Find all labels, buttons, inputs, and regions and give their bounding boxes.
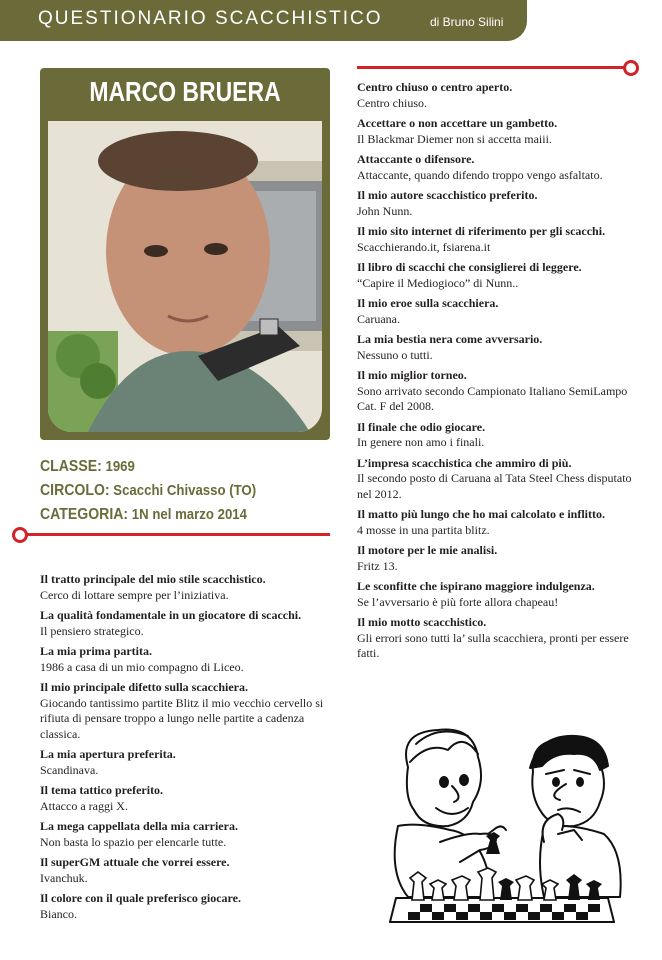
qa-question: Accettare o non accettare un gambetto.	[357, 116, 558, 130]
qa-answer: “Capire il Mediogioco” di Nunn..	[357, 275, 519, 290]
circolo-label: CIRCOLO:	[40, 482, 110, 499]
qa-item	[357, 507, 632, 538]
qa-answer: Non basta lo spazio per elencarle tutte.	[40, 834, 227, 849]
qa-question: Il superGM attuale che vorrei essere.	[40, 855, 230, 869]
qa-item	[357, 80, 632, 111]
qa-answer: Scacchierando.it, fsiarena.it	[357, 239, 491, 254]
qa-answer: Sono arrivato secondo Campionato Italiano SemiLampo Cat. F del 2008.	[357, 383, 628, 413]
qa-item	[357, 543, 632, 574]
categoria-value: 1N nel marzo 2014	[131, 506, 247, 523]
qa-answer: Attaccante, quando difendo troppo vengo asfaltato.	[357, 167, 603, 182]
player-classe	[40, 458, 135, 476]
qa-item	[357, 368, 632, 415]
qa-answer: 4 mosse in una partita blitz.	[357, 522, 490, 537]
qa-answer: Ivanchuk.	[40, 870, 88, 885]
qa-question: La mia apertura preferita.	[40, 747, 176, 761]
player-photo	[48, 121, 322, 432]
qa-answer: Attacco a raggi X.	[40, 798, 128, 813]
qa-item	[357, 615, 632, 662]
qa-question: La mega cappellata della mia carriera.	[40, 819, 238, 833]
qa-question: Attaccante o difensore.	[357, 152, 475, 166]
qa-question: Il mio miglior torneo.	[357, 368, 467, 382]
qa-answer: Caruana.	[357, 311, 400, 326]
qa-question: L’impresa scacchistica che ammiro di più.	[357, 455, 572, 470]
player-name: MARCO BRUERA	[89, 76, 281, 107]
qa-question: La mia prima partita.	[40, 644, 152, 658]
qa-item	[357, 420, 632, 451]
qa-question: Il mio motto scacchistico.	[357, 615, 487, 629]
qa-question: La mia bestia nera come avversario.	[357, 332, 543, 346]
header-author: di Bruno Silini	[430, 15, 504, 29]
qa-answer: Bianco.	[40, 906, 77, 921]
qa-item	[40, 608, 335, 639]
qa-question: Il colore con il quale preferisco giocare.	[40, 891, 241, 905]
qa-answer: Se l’avversario è più forte allora chapeau!	[357, 594, 559, 609]
qa-answer: John Nunn.	[357, 203, 413, 218]
qa-item	[40, 891, 335, 922]
qa-item	[40, 644, 335, 675]
qa-item	[40, 783, 335, 814]
classe-value: 1969	[105, 458, 135, 475]
qa-answer: Nessuno o tutti.	[357, 347, 433, 362]
qa-question: Le sconfitte che ispirano maggiore indulgenza.	[357, 579, 595, 593]
qa-item	[357, 456, 632, 503]
qa-item	[40, 572, 335, 603]
qa-answer: Il Blackmar Diemer non si accetta maiii.	[357, 131, 552, 146]
qa-item	[357, 188, 632, 219]
qa-question: Il mio eroe sulla scacchiera.	[357, 296, 499, 310]
qa-item	[40, 855, 335, 886]
qa-item	[357, 116, 632, 147]
qa-question: Il finale che odio giocare.	[357, 419, 486, 434]
qa-answer: Il pensiero strategico.	[40, 623, 144, 638]
divider-ring-mid-left	[12, 527, 28, 543]
header-band	[0, 0, 527, 41]
qa-answer: In genere non amo i finali.	[357, 435, 485, 449]
qa-answer: Il secondo posto di Caruana al Tata Steel Chess disputato nel 2012.	[357, 471, 632, 501]
chess-players-cartoon	[368, 722, 630, 932]
qa-item	[40, 819, 335, 850]
qa-question: Il libro di scacchi che consiglierei di leggere.	[357, 260, 582, 274]
divider-mid-left	[24, 533, 330, 536]
player-photo-card	[40, 68, 330, 440]
circolo-value: Scacchi Chivasso (TO)	[113, 482, 257, 499]
qa-item	[357, 332, 632, 363]
qa-item	[357, 579, 632, 610]
qa-question: Il matto più lungo che ho mai calcolato e inflitto.	[357, 507, 605, 521]
qa-question: Il tratto principale del mio stile scacchistico.	[40, 572, 266, 586]
qa-answer: Gli errori sono tutti la’ sulla scacchiera, pronti per essere fatti.	[357, 630, 629, 660]
qa-question: Il motore per le mie analisi.	[357, 543, 498, 557]
divider-top-right	[357, 66, 625, 69]
qa-item	[40, 747, 335, 778]
qa-item	[357, 296, 632, 327]
qa-item	[357, 224, 632, 255]
qa-answer: Centro chiuso.	[357, 95, 427, 110]
classe-label: CLASSE:	[40, 458, 102, 475]
categoria-label: CATEGORIA:	[40, 506, 129, 523]
qa-answer: Scandinava.	[40, 762, 99, 777]
qa-question: Centro chiuso o centro aperto.	[357, 80, 513, 94]
qa-answer: 1986 a casa di un mio compagno di Liceo.	[40, 659, 244, 674]
player-photo-image	[48, 121, 322, 432]
qa-answer: Cerco di lottare sempre per l’iniziativa.	[40, 587, 229, 602]
player-categoria	[40, 506, 247, 524]
player-circolo	[40, 482, 256, 500]
qa-answer: Giocando tantissimo partite Blitz il mio vecchio cervello si rifiuta di pensare troppo a lungo nelle partite a cadenza classica.	[40, 695, 324, 741]
qa-question: Il tema tattico preferito.	[40, 783, 164, 797]
right-qa-column	[357, 80, 632, 667]
qa-item	[357, 152, 632, 183]
qa-question: Il mio autore scacchistico preferito.	[357, 188, 538, 202]
left-qa-column	[40, 572, 335, 927]
qa-question: Il mio principale difetto sulla scacchiera.	[40, 680, 248, 694]
qa-question: Il mio sito internet di riferimento per gli scacchi.	[357, 224, 606, 238]
qa-item	[40, 680, 335, 742]
header-title: QUESTIONARIO SCACCHISTICO	[38, 8, 383, 29]
qa-item	[357, 260, 632, 291]
qa-answer: Fritz 13.	[357, 558, 398, 573]
divider-ring-top-right	[623, 60, 639, 76]
qa-question: La qualità fondamentale in un giocatore di scacchi.	[40, 608, 302, 622]
